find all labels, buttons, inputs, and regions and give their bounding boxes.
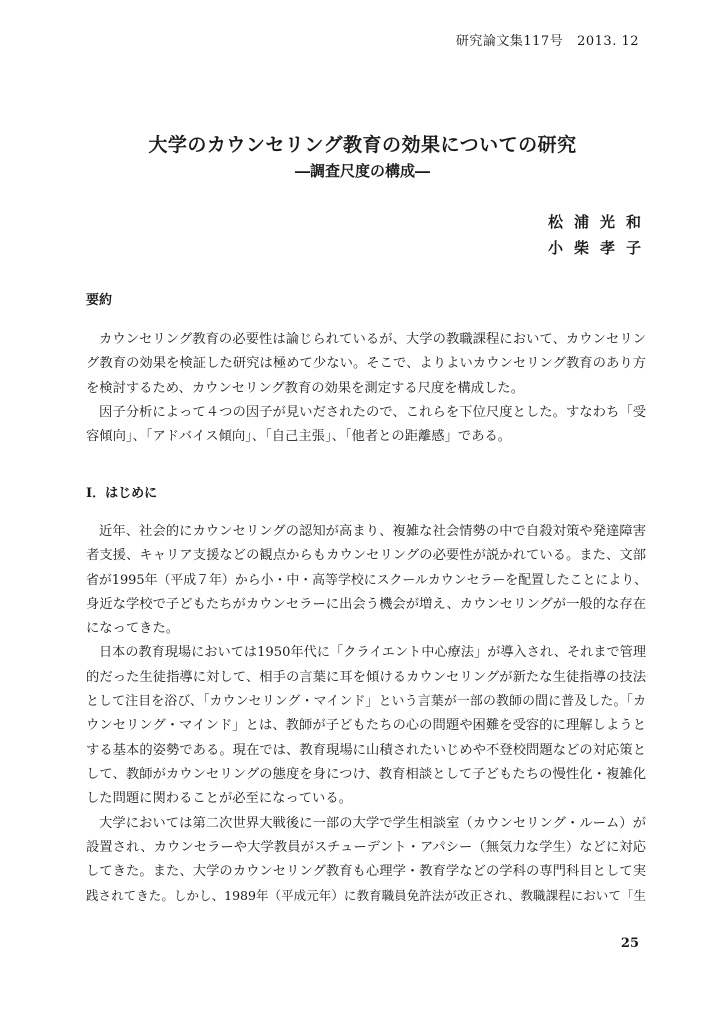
body-line: 日本の教育現場においては1950年代に「クライエント中心療法」が導入され、それまで管理 [99, 645, 646, 661]
body-line: してきた。また、大学のカウンセリング教育も心理学・教育学などの学科の専門科目として実 [86, 864, 646, 880]
issue-date: 2013. 12 [577, 34, 639, 49]
body-line: 者支援、キャリア支援などの観点からもカウンセリングの必要性が説かれている。また、文部 [86, 548, 646, 564]
paper-title: 大学のカウンセリング教育の効果についての研究 [148, 134, 577, 156]
section-heading-introduction: Ⅰ．はじめに [86, 486, 158, 501]
body-line: ウンセリング・マインド」とは、教師が子どもたちの心の問題や困難を受容的に理解しようと [86, 718, 646, 734]
body-line: 身近な学校で子どもたちがカウンセラーに出会う機会が増え、カウンセリングが一般的な存在 [86, 596, 646, 612]
author-2: 小柴孝子 [548, 239, 653, 257]
running-header [456, 30, 639, 49]
body-line: 設置され、カウンセラーや大学教員がスチューデント・アパシー（無気力な学生）などに対応 [86, 839, 646, 855]
body-line: 践されてきた。しかし、1989年（平成元年）に教育職員免許法が改正され、教職課程において「生 [86, 888, 646, 904]
body-line: 大学においては第二次世界大戦後に一部の大学で学生相談室（カウンセリング・ルーム）が [99, 815, 646, 831]
abstract-line: を検討するため、カウンセリング教育の効果を測定する尺度を構成した。 [86, 380, 524, 396]
abstract-line: カウンセリング教育の必要性は論じられているが、大学の教職課程において、カウンセリン [99, 332, 646, 347]
journal-name: 研究論文集117号 [455, 34, 564, 49]
abstract-heading: 要約 [86, 293, 113, 308]
body-line: 近年、社会的にカウンセリングの認知が高まり、複雑な社会情勢の中で自殺対策や発達障害 [99, 524, 646, 539]
abstract-body [86, 328, 646, 449]
body-line: 的だった生徒指導に対して、相手の言葉に耳を傾けるカウンセリングが新たな生徒指導の技法 [86, 669, 646, 685]
body-line: する基本的姿勢である。現在では、教育現場に山積されたいじめや不登校問題などの対応策と [86, 742, 646, 758]
paper-subtitle: ―調査尺度の構成― [294, 162, 430, 180]
body-line: として注目を浴び、「カウンセリング・マインド」という言葉が一部の教師の間に普及した。「カ [86, 694, 646, 710]
abstract-line: 因子分析によって４つの因子が見いだされたので、これらを下位尺度とした。すなわち「受 [99, 404, 646, 420]
abstract-line: グ教育の効果を検証した研究は極めて少ない。そこで、よりよいカウンセリング教育のあり方 [86, 356, 646, 372]
body-line: 省が1995年（平成７年）から小・中・高等学校にスクールカウンセラーを配置したことにより、 [86, 572, 648, 588]
page-number: 25 [620, 936, 639, 951]
author-1: 松浦光和 [548, 213, 653, 231]
body-line: になってきた。 [86, 621, 180, 637]
abstract-line: 容傾向」、「アドバイス傾向」、「自己主張」、「他者との距離感」である。 [86, 429, 512, 445]
body-line: して、教師がカウンセリングの態度を身につけ、教育相談として子どもたちの慢性化・複雑化 [86, 766, 646, 782]
introduction-body [86, 520, 646, 909]
body-line: した問題に関わることが必至になっている。 [86, 791, 352, 807]
